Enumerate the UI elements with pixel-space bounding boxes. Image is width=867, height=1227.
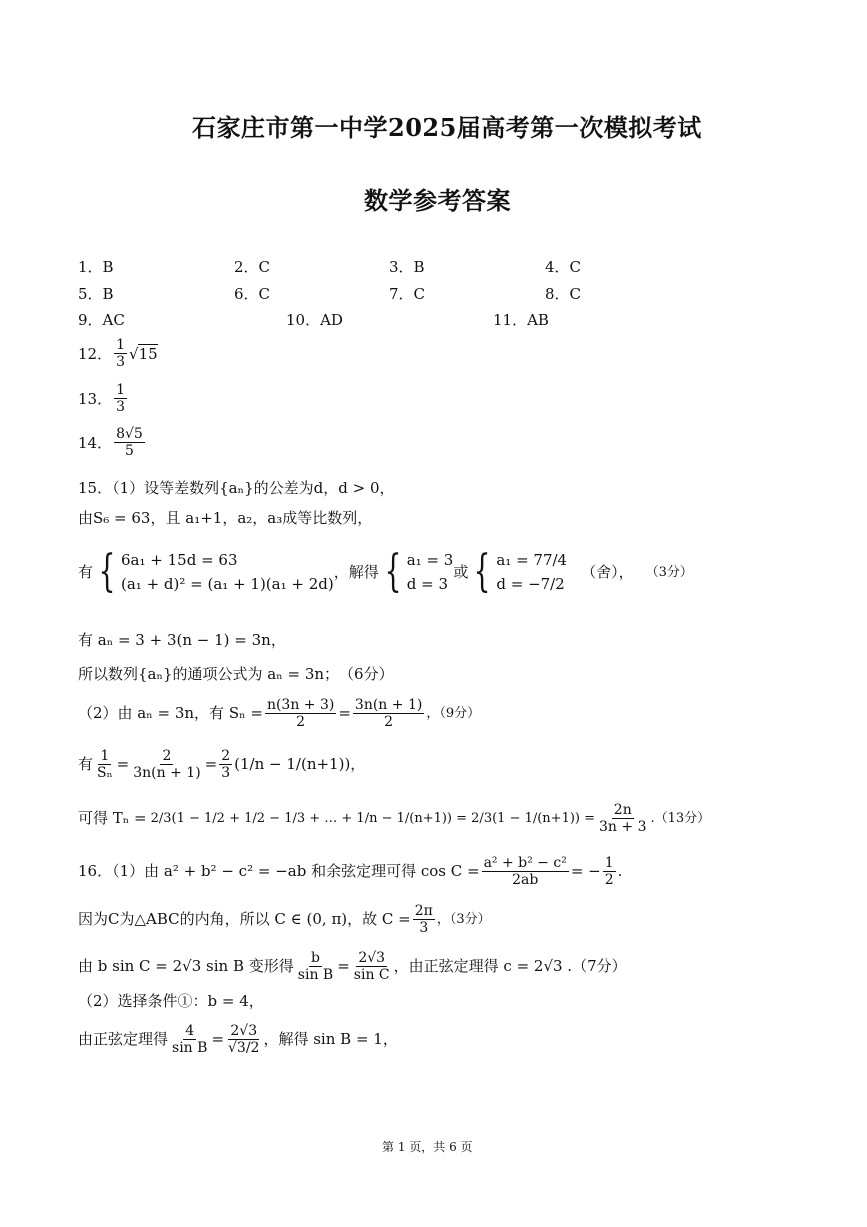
q16-line-4: （2）选择条件①：b = 4，	[78, 992, 264, 1010]
q15-solution-d-alt: d = −7/2	[496, 575, 565, 593]
q16-l2-text: 因为C为△ABC的内角，所以 C ∈ (0, π)，故 C =	[78, 910, 411, 929]
answer-11: 11．AB	[493, 311, 549, 329]
q15-l7-frac-1-den: Sₙ	[97, 765, 113, 782]
sqrt-icon: √	[129, 344, 139, 363]
answer-13-denominator: 3	[116, 399, 126, 416]
answer-14-label: 14．	[78, 434, 113, 453]
q15-line-2: 由S₆ = 63，且 a₁+1，a₂，a₃成等比数列，	[78, 509, 373, 527]
q15-l6-frac-2	[353, 697, 424, 730]
q16-l1-frac-1	[482, 855, 569, 888]
answer-12-denominator: 3	[116, 354, 126, 371]
q15-l6-frac-2-num: 3n(n + 1)	[354, 697, 423, 713]
q15-huo: 或	[453, 562, 469, 581]
q16-l2-frac-num: 2π	[414, 903, 433, 919]
q16-l2-score: ，（3分）	[436, 912, 491, 928]
q15-you: 有	[78, 562, 94, 581]
q16-l3-frac-2	[352, 950, 392, 983]
answer-3: 3．B	[389, 258, 425, 276]
q15-equation-1: 6a₁ + 15d = 63	[121, 551, 238, 569]
q15-l8-score: .（13分）	[650, 811, 711, 827]
q15-l6-equals: =	[338, 704, 351, 723]
q15-l8-frac-den: 3n + 3	[599, 819, 647, 836]
q15-solution-a1-alt: a₁ = 77/4	[496, 551, 568, 569]
answer-12-numerator: 1	[116, 337, 126, 353]
q16-l5-frac-1	[170, 1023, 209, 1056]
answer-1: 1．B	[78, 258, 114, 276]
left-brace-icon: {	[473, 546, 491, 597]
q16-l3-text: 由 b sin C = 2√3 sin B 变形得	[78, 957, 294, 976]
q16-l5-frac-2-den: √3/2	[228, 1040, 260, 1057]
answer-12-radicand: 15	[138, 345, 158, 364]
q15-line-6	[78, 697, 480, 730]
q16-line-1	[78, 855, 622, 888]
answer-13-numerator: 1	[116, 382, 126, 398]
answer-14-fraction	[114, 426, 145, 459]
q15-l7-frac-2-num: 2	[162, 748, 172, 764]
answer-8: 8．C	[545, 285, 582, 303]
page-subtitle: 数学参考答案	[364, 186, 511, 215]
q15-l6-frac-1-num: n(3n + 3)	[266, 697, 335, 713]
q16-l1-frac-1-num: a² + b² − c²	[483, 855, 567, 871]
answer-2: 2．C	[234, 258, 271, 276]
q15-system-3	[496, 548, 567, 596]
left-brace-icon: {	[384, 546, 402, 597]
q15-l7-frac-3-den: 3	[221, 765, 231, 782]
q16-l1-frac-1-den: 2ab	[512, 872, 539, 889]
q15-l7-frac-3	[219, 748, 232, 781]
q15-l7-frac-1-num: 1	[100, 748, 110, 764]
answer-9: 9．AC	[78, 311, 125, 329]
q16-l1-frac-2-num: 1	[604, 855, 614, 871]
q15-she: （舍），	[581, 562, 634, 581]
q16-l1-mid: = −	[570, 862, 601, 881]
q15-l6-frac-2-den: 2	[384, 714, 394, 731]
q15-system-line	[78, 548, 693, 596]
left-brace-icon: {	[98, 546, 116, 597]
q16-l5-rest: ，解得 sin B = 1，	[263, 1030, 398, 1049]
answer-6: 6．C	[234, 285, 271, 303]
q15-l8-frac-num: 2n	[613, 802, 632, 818]
answer-5: 5．B	[78, 285, 114, 303]
q15-l6-frac-1-den: 2	[296, 714, 306, 731]
q16-l2-frac-den: 3	[419, 920, 429, 937]
q15-l8-text: 可得 Tₙ =	[78, 809, 147, 828]
q16-l3-rest: ，由正弦定理得 c = 2√3 .（7分）	[393, 957, 627, 976]
q15-system-2	[407, 548, 454, 596]
q16-line-2	[78, 903, 491, 936]
equals-sign: =	[204, 755, 218, 774]
answer-10: 10．AD	[286, 311, 343, 329]
q16-l5-frac-2	[226, 1023, 261, 1056]
q15-line-8	[78, 802, 710, 835]
answer-7: 7．C	[389, 285, 426, 303]
answer-14	[78, 426, 147, 459]
equals-sign: =	[116, 755, 130, 774]
q15-solution-a1: a₁ = 3	[406, 551, 454, 569]
answer-12	[78, 337, 158, 370]
q15-l6-score: ，（9分）	[426, 706, 481, 722]
q16-l1-frac-2-den: 2	[604, 872, 614, 889]
q16-l3-equals: =	[337, 957, 350, 976]
q15-l7-frac-2-den: 3n(n + 1)	[133, 765, 201, 782]
answer-12-label: 12．	[78, 345, 113, 364]
q15-l7-frac-2	[131, 748, 202, 781]
q15-line-7	[78, 748, 365, 781]
q16-l2-frac	[413, 903, 435, 936]
q16-l1-text: 16．（1）由 a² + b² − c² = −ab 和余弦定理可得 cos C =	[78, 862, 480, 881]
answer-4: 4．C	[545, 258, 582, 276]
q15-l7-paren: (1/n − 1/(n+1))，	[234, 755, 366, 774]
q15-system-1	[121, 548, 334, 596]
page-title: 石家庄市第一中学2025届高考第一次模拟考试	[192, 113, 702, 142]
q15-line-4: 有 aₙ = 3 + 3(n − 1) = 3n，	[78, 631, 286, 649]
q15-l7-frac-3-num: 2	[221, 748, 231, 764]
answer-12-fraction	[114, 337, 127, 370]
q16-l3-frac-1	[296, 950, 335, 983]
q15-l6-text: （2）由 aₙ = 3n，有 Sₙ =	[78, 704, 263, 723]
q15-l8-sum: 2/3(1 − 1/2 + 1/2 − 1/3 + … + 1/n − 1/(n+1)) = 2/3(1 − 1/(n+1)) =	[150, 811, 596, 827]
q16-l3-frac-2-den: sin C	[353, 967, 390, 984]
q16-l5-text: 由正弦定理得	[78, 1030, 169, 1049]
q15-score-3: （3分）	[645, 564, 693, 580]
q15-l7-frac-1	[95, 748, 115, 781]
answer-13-fraction	[114, 382, 127, 415]
answer-14-numerator: 8√5	[116, 426, 143, 442]
q16-l3-frac-1-num: b	[311, 950, 320, 966]
q15-line-1: 15．（1）设等差数列{aₙ}的公差为d，d > 0，	[78, 479, 395, 497]
q16-l5-frac-2-num: 2√3	[230, 1023, 258, 1039]
q16-l5-frac-1-den: sin B	[172, 1040, 208, 1057]
q15-line-5: 所以数列{aₙ}的通项公式为 aₙ = 3n； （6分）	[78, 665, 394, 683]
q15-l7-text: 有	[78, 755, 94, 774]
q16-l3-frac-2-num: 2√3	[358, 950, 386, 966]
answer-14-denominator: 5	[125, 443, 134, 460]
q16-l1-frac-2	[603, 855, 616, 888]
q15-equation-2: (a₁ + d)² = (a₁ + 1)(a₁ + 2d)	[121, 575, 334, 593]
q16-l5-frac-1-num: 4	[185, 1023, 195, 1039]
q15-jiede: ，解得	[333, 562, 379, 581]
answer-13-label: 13．	[78, 390, 113, 409]
answer-13	[78, 382, 129, 415]
q16-line-5	[78, 1023, 398, 1056]
q16-line-3	[78, 950, 627, 983]
q16-l5-equals: =	[211, 1030, 225, 1049]
page-footer: 第 1 页，共 6 页	[382, 1140, 473, 1154]
q15-l8-frac	[597, 802, 648, 835]
q15-solution-d: d = 3	[406, 575, 448, 593]
q16-l3-frac-1-den: sin B	[297, 967, 334, 984]
q16-l1-end: .	[617, 862, 623, 881]
q15-l6-frac-1	[265, 697, 336, 730]
